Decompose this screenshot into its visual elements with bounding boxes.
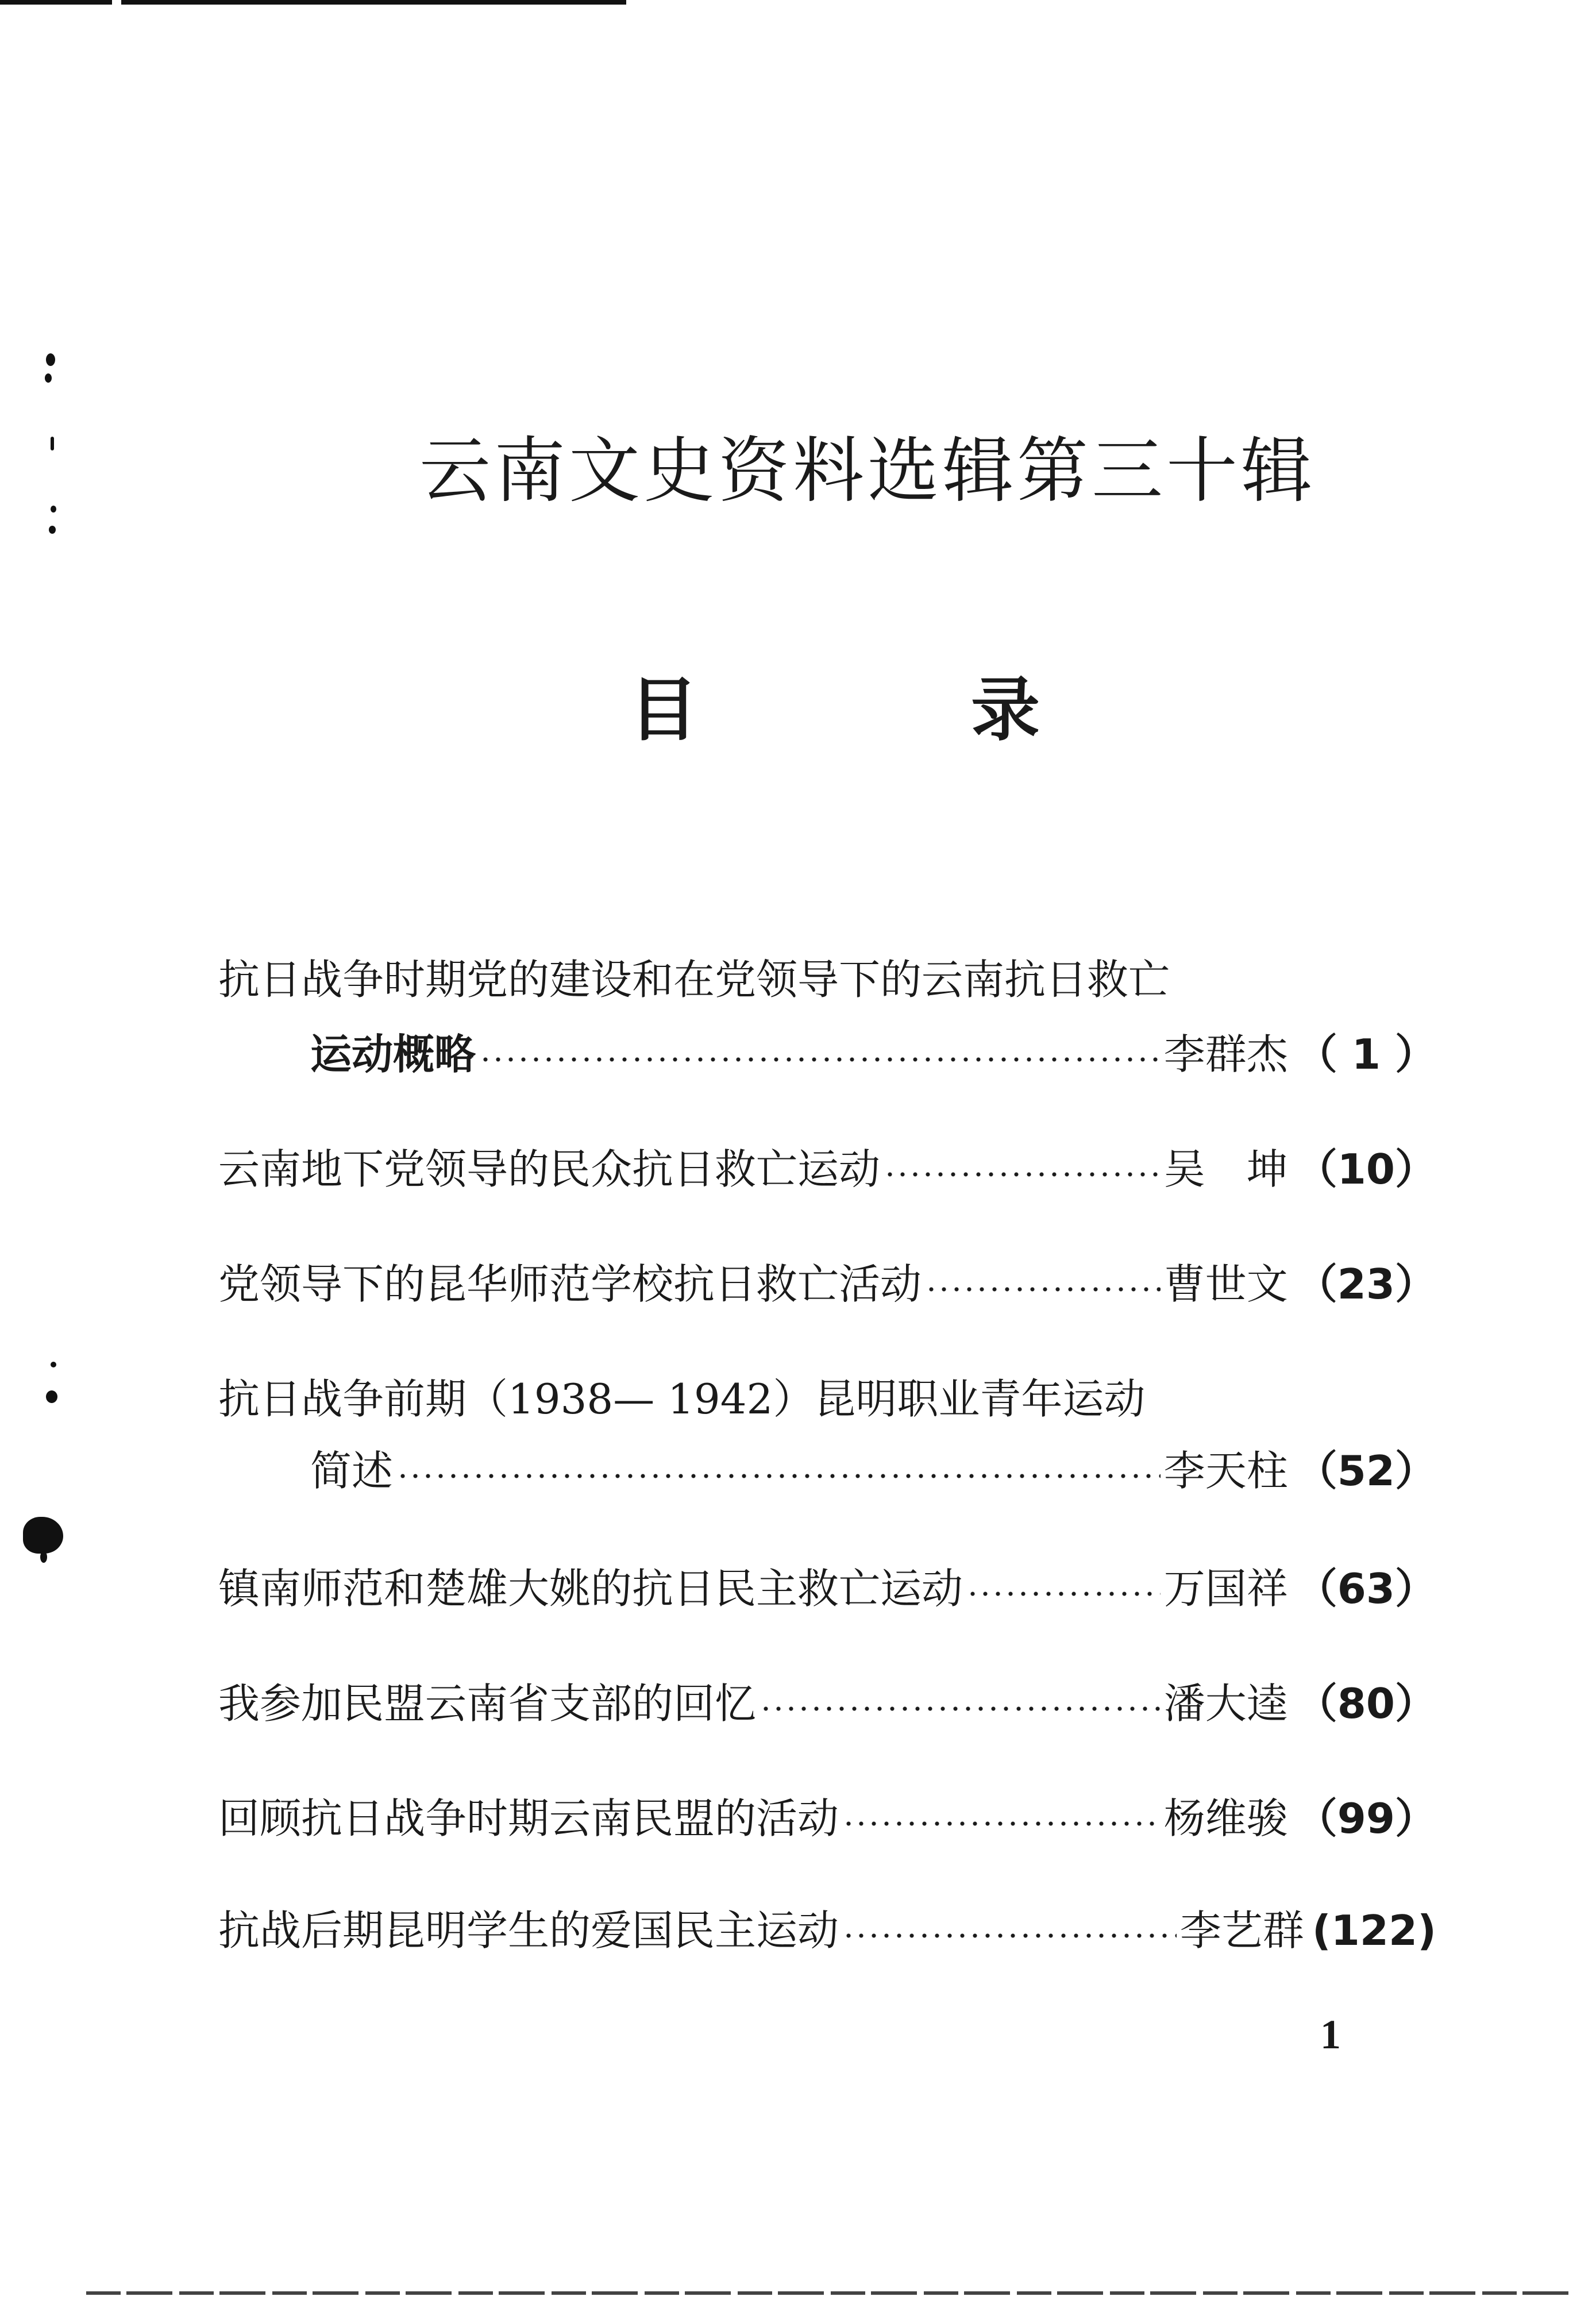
toc-entry-page: （23） — [1296, 1260, 1436, 1308]
toc-entry-page: （99） — [1296, 1794, 1436, 1843]
dot-leader — [760, 1703, 1161, 1714]
toc-entry-title: 党领导下的昆华师范学校抗日救亡活动 — [218, 1260, 922, 1308]
toc-entry-title: 镇南师范和楚雄大姚的抗日民主救亡运动 — [218, 1565, 963, 1613]
toc-heading-char-1: 目 — [629, 671, 698, 750]
toc-entry-title: 抗日战争时期党的建设和在党领导下的云南抗日救亡 — [218, 955, 1170, 1004]
toc-entry-1-line1[interactable] — [218, 954, 1436, 1005]
toc-entry-page: （ 1 ） — [1296, 1030, 1436, 1078]
dot-leader — [842, 1818, 1161, 1829]
scan-speck — [45, 373, 52, 383]
toc-entry-4-line2[interactable] — [310, 1445, 1436, 1497]
toc-entry-page: （52） — [1296, 1447, 1436, 1495]
toc-entry-title: 抗战后期昆明学生的爱国民主运动 — [218, 1906, 839, 1955]
scan-speck — [49, 526, 56, 534]
toc-entry-8[interactable] — [218, 1905, 1436, 1956]
toc-heading-char-2: 录 — [971, 671, 1040, 750]
toc-entry-1-line2[interactable] — [310, 1028, 1436, 1080]
dot-leader — [479, 1054, 1161, 1065]
page-number: 1 — [1320, 2012, 1341, 2057]
scan-speck — [51, 506, 56, 513]
toc-entry-title-cont: 简述 — [310, 1447, 394, 1495]
toc-entry-title: 云南地下党领导的民众抗日救亡运动 — [218, 1145, 881, 1193]
book-title: 云南文史资料选辑第三十辑 — [419, 430, 1316, 513]
scan-speck — [40, 1551, 47, 1563]
toc-entry-title: 回顾抗日战争时期云南民盟的活动 — [218, 1794, 839, 1843]
top-edge-rule-gap — [112, 0, 121, 5]
toc-entry-author: 李艺群 — [1179, 1906, 1304, 1955]
toc-entry-author: 万国祥 — [1163, 1565, 1288, 1613]
toc-entry-title: 抗日战争前期（1938— 1942）昆明职业青年运动 — [218, 1375, 1146, 1423]
toc-entry-5[interactable] — [218, 1563, 1436, 1615]
toc-entry-page: （10） — [1296, 1145, 1436, 1193]
top-edge-rule — [0, 0, 626, 5]
toc-entry-page: (122) — [1312, 1906, 1436, 1955]
toc-entry-2[interactable] — [218, 1143, 1436, 1195]
toc-entry-7[interactable] — [218, 1793, 1436, 1844]
toc-entry-author: 李群杰 — [1163, 1030, 1288, 1078]
toc-entry-3[interactable] — [218, 1258, 1436, 1310]
dot-leader — [925, 1284, 1161, 1295]
toc-entry-author: 李天柱 — [1163, 1447, 1288, 1495]
scan-speck — [46, 353, 55, 366]
scan-speck — [51, 1362, 56, 1367]
toc-entry-4-line1[interactable] — [218, 1373, 1436, 1425]
toc-entry-author: 吴 坤 — [1163, 1145, 1288, 1193]
dot-leader — [842, 1930, 1177, 1941]
scan-speck — [23, 1517, 63, 1554]
toc-entry-author: 杨维骏 — [1163, 1794, 1288, 1843]
toc-entry-title: 我参加民盟云南省支部的回忆 — [218, 1679, 757, 1728]
dot-leader — [884, 1169, 1161, 1180]
toc-entry-author: 潘大逵 — [1163, 1679, 1288, 1728]
toc-entry-page: （63） — [1296, 1565, 1436, 1613]
bottom-edge-rule — [86, 2291, 1568, 2295]
toc-entry-6[interactable] — [218, 1678, 1436, 1729]
scan-speck — [46, 1390, 57, 1403]
toc-entry-page: （80） — [1296, 1679, 1436, 1728]
toc-entry-title-cont: 运动概略 — [310, 1030, 476, 1078]
dot-leader — [966, 1588, 1161, 1600]
toc-entry-author: 曹世文 — [1163, 1260, 1288, 1308]
scan-speck — [51, 437, 54, 450]
dot-leader — [396, 1470, 1161, 1482]
